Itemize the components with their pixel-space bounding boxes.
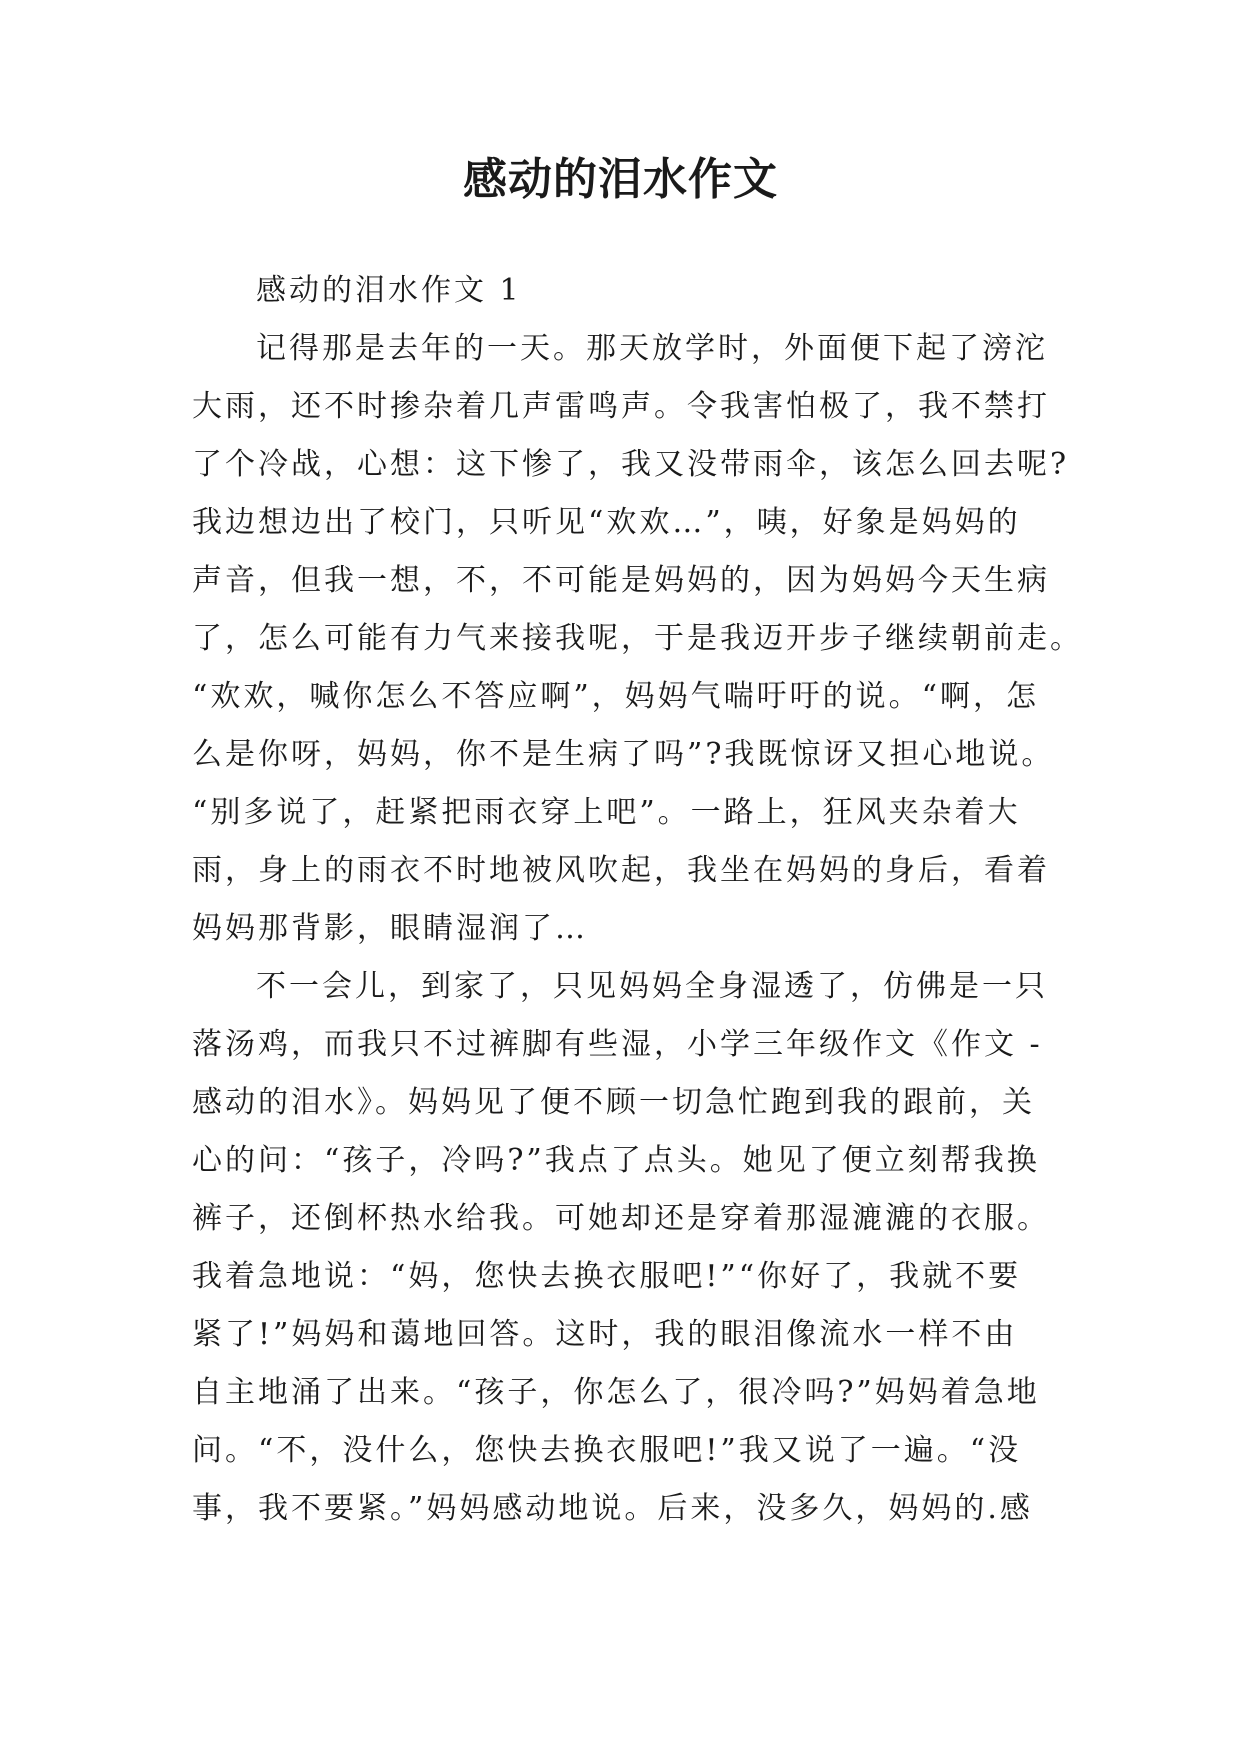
paragraph-line: 记得那是去年的一天。那天放学时，外面便下起了滂沱 [256, 331, 1048, 366]
section-heading-text: 感动的泪水作文 1 [256, 273, 522, 308]
paragraph-line: “欢欢，喊你怎么不答应啊”，妈妈气喘吁吁的说。“啊，怎 [192, 679, 1040, 714]
paragraph-line: “别多说了，赶紧把雨衣穿上吧”。一路上，狂风夹杂着大 [192, 795, 1021, 830]
paragraph-line: 问。“不，没什么，您快去换衣服吧!”我又说了一遍。“没 [192, 1433, 1022, 1468]
paragraph-line: 声音，但我一想，不，不可能是妈妈的，因为妈妈今天生病 [192, 563, 1050, 598]
paragraph-line: 事，我不要紧。”妈妈感动地说。后来，没多久，妈妈的.感 [192, 1491, 1033, 1526]
paragraph-line: 心的问：“孩子，冷吗?”我点了点头。她见了便立刻帮我换 [192, 1143, 1040, 1178]
paragraph-line: 了，怎么可能有力气来接我呢，于是我迈开步子继续朝前走。 [192, 621, 1083, 656]
paragraph-line: 落汤鸡，而我只不过裤脚有些湿，小学三年级作文《作文 - [192, 1027, 1043, 1062]
paragraph-1 [192, 320, 1083, 958]
paragraph-line: 了个冷战，心想：这下惨了，我又没带雨伞，该怎么回去呢? [192, 447, 1070, 482]
paragraph-line: 自主地涌了出来。“孩子，你怎么了，很冷吗?”妈妈着急地 [192, 1375, 1040, 1410]
paragraph-line: 我着急地说：“妈，您快去换衣服吧!”“你好了，我就不要 [192, 1259, 1022, 1294]
section-heading [192, 262, 1062, 320]
paragraph-2 [192, 958, 1062, 1538]
paragraph-line: 裤子，还倒杯热水给我。可她却还是穿着那湿漉漉的衣服。 [192, 1201, 1050, 1236]
document-body [192, 262, 1083, 1538]
paragraph-line: 么是你呀，妈妈，你不是生病了吗”?我既惊讶又担心地说。 [192, 737, 1055, 772]
paragraph-line: 妈妈那背影，眼睛湿润了… [192, 911, 588, 946]
paragraph-line: 雨，身上的雨衣不时地被风吹起，我坐在妈妈的身后，看着 [192, 853, 1050, 888]
paragraph-line: 大雨，还不时掺杂着几声雷鸣声。令我害怕极了，我不禁打 [192, 389, 1050, 424]
document-title: 感动的泪水作文 [463, 154, 778, 205]
paragraph-line: 紧了!”妈妈和蔼地回答。这时，我的眼泪像流水一样不由 [192, 1317, 1018, 1352]
paragraph-line: 我边想边出了校门，只听见“欢欢…”，咦，好象是妈妈的 [192, 505, 1021, 540]
paragraph-line: 不一会儿，到家了，只见妈妈全身湿透了，仿佛是一只 [256, 969, 1048, 1004]
paragraph-line: 感动的泪水》。妈妈见了便不顾一切急忙跑到我的跟前，关 [192, 1085, 1035, 1120]
